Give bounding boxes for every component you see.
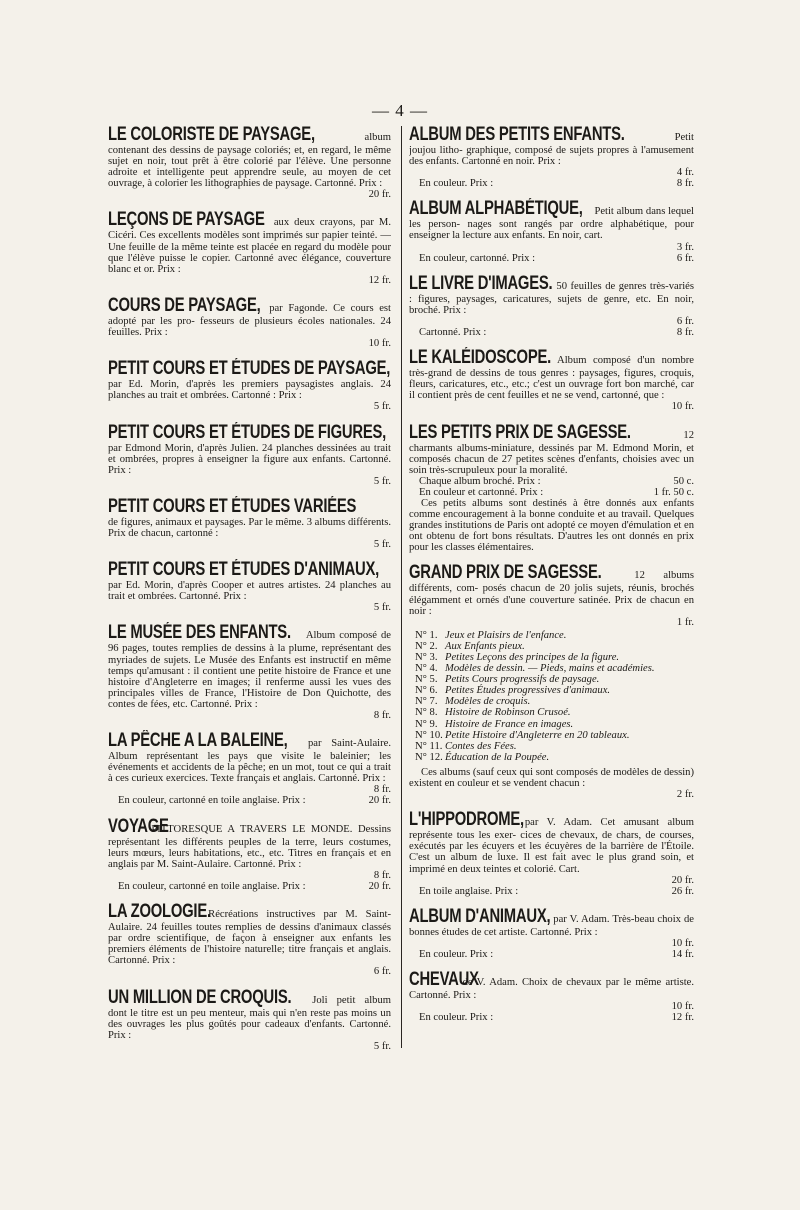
- list-label: Histoire de France en images.: [445, 718, 574, 730]
- catalogue-entry: [108, 358, 391, 412]
- entry-price: 6 fr.: [373, 966, 391, 978]
- entry-title: LA PÊCHE A LA BALEINE,: [108, 730, 288, 752]
- price-label: En couleur, cartonné. Prix :: [419, 252, 536, 264]
- entry-lead: aux deux crayons, par M. Cicéri. Ces excellents: [108, 217, 391, 242]
- catalogue-entry: [108, 124, 391, 200]
- entry-title: LE KALÉIDOSCOPE.: [409, 347, 552, 369]
- entry-text-block: [108, 209, 391, 274]
- entry-text-block: [409, 198, 694, 241]
- entry-lead: album contenant des: [108, 132, 391, 156]
- entry-note: Ces petits albums sont destinés à être donnés aux enfants comme encouragement à la bonne conduite et au travail. Quelques grandes institutions de Paris ont adopté ce moyen d'émulation et en ont obtenu de fort bons résultats. D'autres les ont donnés en prix pour les classes élémentaires.: [409, 497, 694, 554]
- entry-price: 5 fr.: [373, 539, 391, 551]
- list-item: [415, 674, 694, 685]
- list-number: N° 12.: [415, 751, 443, 763]
- entry-title: COURS DE PAYSAGE,: [108, 294, 261, 316]
- entry-price: 6 fr.: [676, 252, 694, 264]
- entry-text-block: [108, 496, 391, 539]
- entry-price: 5 fr.: [373, 1040, 391, 1052]
- entry-description: posés chacun de 20 jolis sujets, réunis, brochés élégamment et ornés d'une couverture satinée. Prix de chacun en noir :: [409, 583, 694, 617]
- catalogue-entry: [108, 496, 391, 550]
- list-number: N° 1.: [415, 629, 438, 641]
- entry-price: 4 fr.: [676, 167, 694, 179]
- entry-price: 14 fr.: [671, 948, 694, 960]
- entry-price: 5 fr.: [373, 401, 391, 413]
- price-line: [108, 881, 391, 892]
- entry-price: 10 fr.: [671, 937, 694, 949]
- list-label: Jeux et Plaisirs de l'enfance.: [445, 629, 567, 641]
- price-label: En couleur et cartonné. Prix :: [419, 486, 544, 498]
- entry-text-block: [108, 124, 391, 189]
- catalogue-entry: [409, 273, 694, 338]
- entry-lead: 12 charmants: [409, 429, 694, 454]
- left-column: [108, 124, 391, 1061]
- entry-title: PETIT COURS ET ÉTUDES DE PAYSAGE,: [108, 358, 391, 380]
- price-line: [108, 784, 391, 795]
- entry-price: 26 fr.: [671, 885, 694, 897]
- price-line: [409, 242, 694, 253]
- entry-text-block: [409, 969, 694, 1001]
- list-item: [415, 707, 694, 718]
- price-line: [409, 886, 694, 897]
- price-label: Cartonné. Prix :: [419, 327, 487, 339]
- entry-price: 8 fr.: [373, 710, 391, 721]
- price-line: [108, 476, 391, 487]
- entry-price: 12 fr.: [368, 274, 391, 286]
- entry-lead: par V. Adam. Cet amusant album représente tous les exer-: [409, 817, 694, 842]
- list-label: Petites Études progressives d'animaux.: [445, 685, 611, 697]
- entry-description: de la terre, leurs costumes, leurs mœurs, leurs habitations, etc., etc. Titres en français et en anglais par M. Saint-Aulaire. Cartonné. Prix :: [108, 836, 391, 870]
- entry-text-block: [108, 295, 391, 338]
- entry-title: LE MUSÉE DES ENFANTS.: [108, 622, 291, 644]
- price-label: En couleur. Prix :: [419, 948, 494, 960]
- price-line: [409, 875, 694, 886]
- catalogue-entry: [108, 295, 391, 349]
- entry-description: dessins de tous genres : paysages, figures, croquis, fleurs, caricatures, etc., etc.; c'est un ouvrage fort bon marché, car il contient près de cent feuilles et ne se vend, cartonné, que :: [409, 368, 694, 402]
- entry-lead: Petit joujou litho-: [409, 132, 694, 156]
- entry-lead: Petit album dans lequel les person-: [409, 206, 694, 231]
- entry-lead: 12 albums différents, com-: [409, 570, 694, 595]
- list-number: N° 5.: [415, 674, 438, 686]
- price-line: [409, 178, 694, 189]
- list-item: [415, 630, 694, 641]
- column-divider: [401, 126, 402, 1048]
- list-item: [415, 652, 694, 663]
- entry-price: 3 fr.: [676, 241, 694, 253]
- entry-text-block: [409, 347, 694, 401]
- entry-description: par Ed. Morin, d'après les premiers paysagistes anglais. 24 planches au trait et ombrées. Cartonné : Prix :: [108, 379, 391, 402]
- entry-price: 20 fr.: [368, 880, 391, 892]
- entry-description: graphique, composé de sujets propres à l'amusement des enfants. Cartonné en noir. Prix :: [409, 145, 694, 168]
- page-number: — 4 —: [372, 101, 428, 120]
- catalogue-entry: [409, 562, 694, 800]
- price-line: [108, 1041, 391, 1052]
- entry-price: 8 fr.: [373, 869, 391, 881]
- list-number: N° 2.: [415, 640, 438, 652]
- price-line: [108, 275, 391, 286]
- entry-description: dessins de paysage coloriés; et, en regard, le même sujet en noir, tout prêt à être colorié par l'élève. Une personne adroite et intelligente peut apprendre seule, au moyen de cet ouvrage, à colorier les lithographies de paysage. Cartonné. Prix :: [108, 145, 391, 190]
- entry-lead: Album composé d'un nombre très-grand de: [409, 355, 694, 380]
- entry-text-block: [108, 622, 391, 710]
- list-item: [415, 730, 694, 741]
- price-line: [409, 949, 694, 960]
- entry-title: CHEVAUX: [409, 969, 479, 991]
- price-line: [108, 602, 391, 613]
- list-item: [415, 741, 694, 752]
- catalogue-entry: [409, 124, 694, 189]
- price-line: [409, 487, 694, 498]
- entry-text-block: [108, 422, 391, 476]
- price-line: [108, 401, 391, 412]
- catalogue-entry: [108, 559, 391, 613]
- catalogue-entry: [409, 347, 694, 412]
- catalogue-entry: [108, 901, 391, 977]
- entry-title: GRAND PRIX DE SAGESSE.: [409, 562, 602, 584]
- list-item: [415, 641, 694, 652]
- price-label: En toile anglaise. Prix :: [419, 885, 519, 897]
- entry-text-block: [409, 422, 694, 476]
- entry-text-block: [108, 730, 391, 784]
- entry-price: 5 fr.: [373, 602, 391, 614]
- entry-title: LA ZOOLOGIE.: [108, 901, 211, 923]
- entry-title: LES PETITS PRIX DE SAGESSE.: [409, 421, 631, 443]
- entry-price: 20 fr.: [671, 874, 694, 886]
- entry-description: par Ed. Morin, d'après Cooper et autres artistes. 24 planches au trait et ombrées. Cartonné. Prix :: [108, 580, 391, 603]
- catalogue-entry: [409, 198, 694, 263]
- entry-price: 6 fr.: [676, 315, 694, 327]
- entry-title: ALBUM ALPHABÉTIQUE,: [409, 198, 583, 220]
- right-column: [409, 124, 694, 1032]
- list-item: [415, 752, 694, 763]
- price-line: [108, 795, 391, 806]
- entry-price: 10 fr.: [671, 1001, 694, 1013]
- entry-price: 10 fr.: [368, 338, 391, 350]
- price-line: [409, 1012, 694, 1023]
- price-line: [108, 539, 391, 550]
- price-label: Chaque album broché. Prix :: [419, 475, 541, 487]
- entry-text-block: [108, 358, 391, 401]
- entry-lead: Récréations instructives par M. Saint-Aulaire. 24 feuilles: [108, 909, 391, 934]
- price-line: [409, 938, 694, 949]
- entry-description: représentant les pays que visite le baleinier; les événements et accidents de la pêche; en un mot, tout ce qui a trait à ces curieux exercices. Texte français et anglais. Cartonné. Prix :: [108, 751, 391, 785]
- entry-price: 50 c.: [673, 475, 694, 487]
- entry-price: 8 fr.: [373, 784, 391, 796]
- entry-lead: par Fagonde. Ce cours est adopté par les pro-: [108, 302, 391, 327]
- entry-price: 2 fr.: [676, 789, 694, 801]
- catalogue-entry: [108, 622, 391, 721]
- list-label: Modèles de dessin. — Pieds, mains et académies.: [445, 663, 655, 675]
- price-line: [108, 189, 391, 200]
- price-line: [409, 167, 694, 178]
- list-number: N° 11.: [415, 740, 443, 752]
- entry-price: 1 fr.: [676, 616, 694, 628]
- entry-text-block: [409, 273, 694, 316]
- list-label: Histoire de Robinson Crusoé.: [445, 707, 571, 719]
- catalogue-entry: [409, 969, 694, 1023]
- price-label: En couleur, cartonné en toile anglaise. Prix :: [118, 880, 306, 892]
- entry-price: 20 fr.: [368, 189, 391, 201]
- list-item: [415, 685, 694, 696]
- entry-description: cices de chevaux, de chars, de courses, exécutés par les écuyers et les écuyères de la barrière de l'Étoile. C'est un album de luxe. Il est fait avec le plus grand soin, et imprimé en deux teintes et colorié. Cart.: [409, 830, 694, 875]
- price-line: [409, 401, 694, 412]
- list-item: [415, 663, 694, 674]
- entry-lead: 50 feuilles de genres très-variés : figures,: [409, 280, 694, 305]
- entry-title: PETIT COURS ET ÉTUDES D'ANIMAUX,: [108, 559, 380, 581]
- list-number: N° 7.: [415, 696, 438, 708]
- entry-text-block: [409, 562, 694, 616]
- entry-price: 1 fr. 50 c.: [653, 486, 694, 498]
- price-label: En couleur. Prix :: [419, 178, 494, 190]
- entry-price: 8 fr.: [676, 327, 694, 339]
- catalogue-entry: [108, 209, 391, 285]
- price-line: [409, 327, 694, 338]
- price-line: [108, 338, 391, 349]
- price-label: En couleur, cartonné en toile anglaise. Prix :: [118, 795, 306, 807]
- list-number: N° 6.: [415, 685, 438, 697]
- entry-text-block: [409, 906, 694, 938]
- entry-description: nages sont rangés par ordre alphabétique, pour enseigner la lecture aux enfants. En noir, cart.: [409, 219, 694, 242]
- entry-lead: de V. Adam. Choix de chevaux par le même artiste. Cartonné. Prix :: [409, 977, 694, 1002]
- entry-description: par Edmond Morin, d'après Julien. 24 planches dessinées au trait et ombrées, propres à enseigner la figure aux enfants. Cartonné. Prix :: [108, 442, 391, 476]
- list-number: N° 3.: [415, 652, 438, 663]
- price-line: [409, 789, 694, 800]
- entry-text-block: [409, 124, 694, 167]
- entry-description: paysages, caricatures, sujets de genre, etc. En noir, broché. Prix :: [409, 293, 694, 316]
- entry-lead: Album composé de 96 pages,: [108, 630, 391, 655]
- price-line: [409, 253, 694, 264]
- list-item: [415, 696, 694, 707]
- entry-price: 5 fr.: [373, 475, 391, 487]
- price-label: En couleur. Prix :: [419, 1012, 494, 1024]
- entry-price: 8 fr.: [676, 178, 694, 190]
- price-line: [409, 617, 694, 628]
- entry-description: modèles sont imprimés sur papier teinté. — Une feuille de la même teinte est placée en regard du modèle pour que l'élève puisse le copier. Cartonné avec élégance, couverture blanc et or. Prix :: [108, 230, 391, 275]
- entry-text-block: [108, 901, 391, 966]
- catalogue-entry: [409, 422, 694, 554]
- price-line: [409, 1001, 694, 1012]
- entry-title: L'HIPPODROME,: [409, 809, 524, 831]
- entry-description: de cet artiste. Cartonné. Prix :: [471, 926, 598, 938]
- price-line: [409, 316, 694, 327]
- catalogue-entry: [409, 809, 694, 897]
- entry-description: albums-miniature, dessinés par M. Edmond Morin, et composés chacun de 27 petites scènes d'enfants, choisies avec un soin très-scrupuleux pour la moralité.: [409, 442, 694, 476]
- list-number: N° 8.: [415, 707, 438, 719]
- list-label: Modèles de croquis.: [445, 696, 531, 708]
- entry-lead: PITTORESQUE A TRAVERS LE MONDE. Dessins représentant les différents peuples: [108, 823, 391, 848]
- list-label: Petite Histoire d'Angleterre en 20 tableaux.: [445, 729, 630, 741]
- list-label: Petits Cours progressifs de paysage.: [445, 674, 600, 686]
- entry-price: 10 fr.: [671, 401, 694, 413]
- list-label: Éducation de la Poupée.: [445, 751, 550, 763]
- entry-lead: par V. Adam. Très-beau choix de bonnes études: [409, 913, 694, 938]
- entry-title: LE LIVRE D'IMAGES.: [409, 272, 553, 294]
- entry-description: de figures, animaux et paysages. Par le même. 3 albums différents. Prix de chacun, cartonné :: [108, 516, 391, 539]
- entry-title: ALBUM D'ANIMAUX,: [409, 905, 551, 927]
- list-item: [415, 719, 694, 730]
- entry-text-block: [108, 816, 391, 870]
- price-line: [108, 870, 391, 881]
- entry-title: PETIT COURS ET ÉTUDES VARIÉES: [108, 495, 357, 517]
- entry-description: un peu menteur, mais qui n'en reste pas moins un des ouvrages les plus goûtés pour cadeaux d'enfants. Cartonné. Prix :: [108, 1007, 391, 1041]
- entry-description: toutes remplies de dessins d'animaux classés par ordre scientifique, de façon à enseigner aux enfants les premiers éléments de l'histoire naturelle; titre français et anglais. Cartonné. Prix :: [108, 922, 391, 967]
- catalogue-entry: [409, 906, 694, 960]
- catalogue-entry: [108, 987, 391, 1052]
- list-number: N° 10.: [415, 729, 443, 741]
- entry-description: toutes remplies de dessins à la plume, représentant des myriades de sujets. Le Musée des Enfants est instructif en même temps qu'amusant : il contient une petite histoire de France et une histoire d'Angleterre en images; il renferme aussi les vues des principales villes de France, l'Histoire de Don Quichotte, des contes de fées, etc. Cartonné. Prix :: [108, 643, 391, 710]
- entry-title: LE COLORISTE DE PAYSAGE,: [108, 124, 315, 145]
- entry-title: LEÇONS DE PAYSAGE: [108, 209, 265, 231]
- catalogue-entry: [108, 816, 391, 892]
- list-number: N° 4.: [415, 663, 438, 675]
- catalogue-entry: [108, 422, 391, 487]
- entry-note: Ces albums (sauf ceux qui sont composés de modèles de dessin) existent en couleur et se vendent chacun :: [409, 766, 694, 790]
- entry-title: VOYAGE: [108, 815, 169, 837]
- price-line: [108, 710, 391, 721]
- entry-price: 20 fr.: [368, 795, 391, 807]
- entry-title: ALBUM DES PETITS ENFANTS.: [409, 124, 625, 145]
- entry-text-block: [108, 559, 391, 602]
- entry-lead: Joli petit album dont le titre est: [108, 994, 391, 1019]
- list-number: N° 9.: [415, 718, 438, 730]
- entry-price: 12 fr.: [671, 1012, 694, 1024]
- list-label: Contes des Fées.: [445, 740, 517, 752]
- list-label: Petites Leçons des principes de la figure.: [445, 652, 620, 663]
- price-line: [409, 476, 694, 487]
- price-line: [108, 966, 391, 977]
- entry-title: PETIT COURS ET ÉTUDES DE FIGURES,: [108, 421, 387, 443]
- list-label: Aux Enfants pieux.: [445, 640, 525, 652]
- title-list: [415, 630, 694, 763]
- entry-lead: par Saint-Aulaire. Album: [108, 738, 391, 763]
- catalogue-entry: [108, 730, 391, 806]
- entry-text-block: [108, 987, 391, 1041]
- entry-title: UN MILLION DE CROQUIS.: [108, 986, 292, 1008]
- entry-text-block: [409, 809, 694, 874]
- entry-description: fesseurs de plusieurs écoles nationales. 24 feuilles. Prix :: [108, 315, 391, 339]
